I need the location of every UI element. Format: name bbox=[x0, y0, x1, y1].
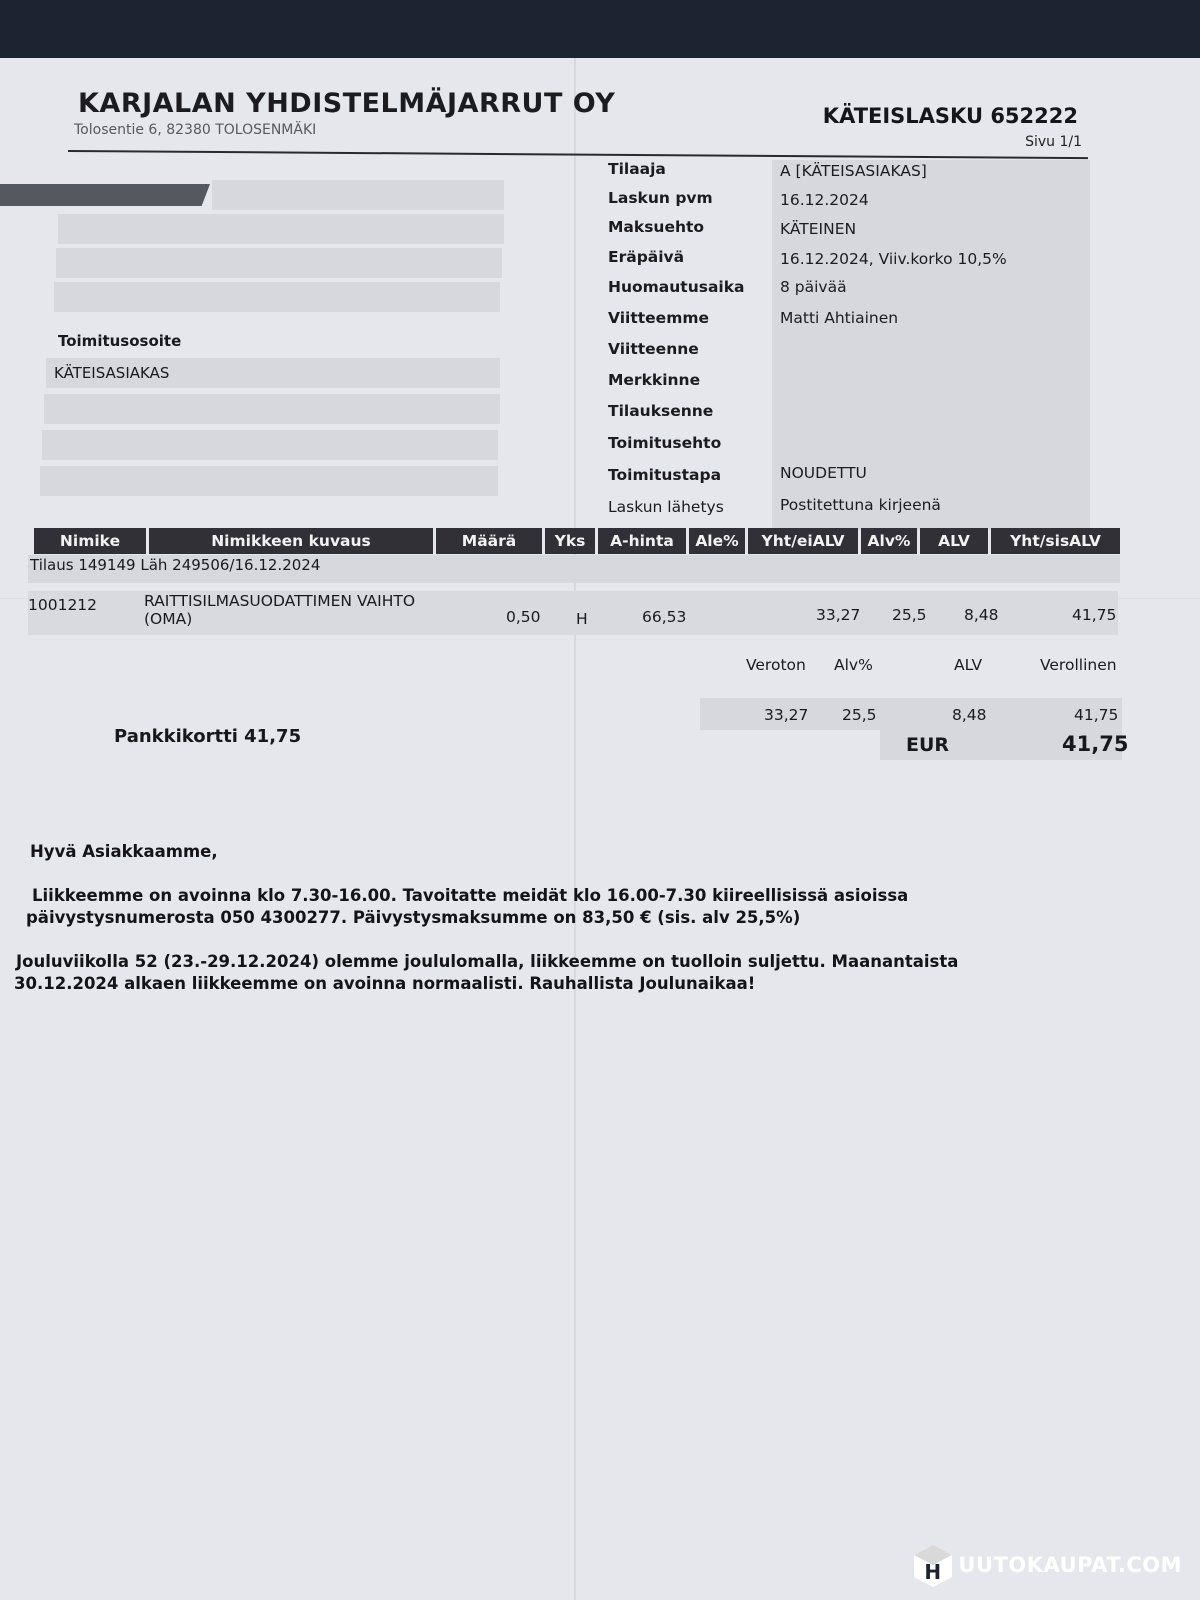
info-value: A [KÄTEISASIAKAS] bbox=[780, 162, 927, 180]
summary-header: Veroton bbox=[746, 656, 806, 674]
summary-gross: 41,75 bbox=[1074, 706, 1119, 724]
address-box bbox=[56, 248, 502, 278]
item-unit: H bbox=[576, 610, 588, 628]
company-name: KARJALAN YHDISTELMÄJARRUT OY bbox=[78, 88, 616, 119]
address-box bbox=[212, 180, 504, 210]
delivery-box bbox=[42, 430, 498, 460]
info-label: Laskun lähetys bbox=[608, 498, 724, 516]
total-currency: EUR bbox=[906, 734, 950, 756]
opening-hours-line-2: päivystysnumerosta 050 4300277. Päivystysmaksumme on 83,50 € (sis. alv 25,5%) bbox=[26, 908, 801, 927]
item-vat-percent: 25,5 bbox=[892, 606, 927, 624]
summary-net: 33,27 bbox=[764, 706, 809, 724]
delivery-box bbox=[44, 394, 500, 424]
column-header: ALV bbox=[920, 528, 988, 554]
info-label: Huomautusaika bbox=[608, 278, 745, 296]
info-label: Viitteemme bbox=[608, 309, 710, 327]
info-label: Laskun pvm bbox=[608, 189, 713, 207]
column-header: Alv% bbox=[861, 528, 917, 554]
info-value: NOUDETTU bbox=[780, 464, 867, 482]
column-header: Määrä bbox=[436, 528, 542, 554]
column-header: Yht/sisALV bbox=[991, 528, 1120, 554]
summary-header: Alv% bbox=[834, 656, 873, 674]
info-label: Tilauksenne bbox=[608, 402, 714, 420]
site-logo-icon bbox=[910, 1542, 956, 1588]
info-value: KÄTEINEN bbox=[780, 220, 857, 238]
summary-vat: 8,48 bbox=[952, 706, 987, 724]
column-header: Nimikkeen kuvaus bbox=[149, 528, 433, 554]
item-quantity: 0,50 bbox=[506, 608, 541, 626]
address-box bbox=[54, 282, 500, 312]
payment-method: Pankkikortti 41,75 bbox=[114, 726, 302, 747]
total-amount: 41,75 bbox=[1062, 732, 1129, 756]
paper-fold bbox=[574, 58, 576, 1600]
column-header: Yks bbox=[545, 528, 595, 554]
opening-hours-line-1: Liikkeemme on avoinna klo 7.30-16.00. Tavoitatte meidät klo 16.00-7.30 kiireellisissä asioissa bbox=[32, 886, 909, 905]
column-header: Ale% bbox=[689, 528, 745, 554]
info-label: Tilaaja bbox=[608, 160, 666, 178]
company-address: Tolosentie 6, 82380 TOLOSENMÄKI bbox=[74, 122, 317, 138]
header-divider bbox=[68, 150, 1088, 159]
summary-vat-percent: 25,5 bbox=[842, 706, 877, 724]
watermark-text: UUTOKAUPAT.COM bbox=[958, 1553, 1182, 1577]
info-value: Postitettuna kirjeenä bbox=[780, 496, 941, 514]
item-vat: 8,48 bbox=[964, 606, 999, 624]
order-line: Tilaus 149149 Läh 249506/16.12.2024 bbox=[30, 556, 321, 574]
info-label: Toimitustapa bbox=[608, 466, 722, 484]
holiday-notice-line-1: Jouluviikolla 52 (23.-29.12.2024) olemme joululomalla, liikkeemme on tuolloin suljettu. Maanantaista bbox=[16, 952, 959, 971]
info-value: 8 päivää bbox=[780, 278, 847, 296]
info-label: Maksuehto bbox=[608, 218, 705, 236]
info-value: Matti Ahtiainen bbox=[780, 309, 899, 327]
info-label: Toimitusehto bbox=[608, 434, 722, 452]
delivery-box bbox=[40, 466, 498, 496]
invoice-paper bbox=[0, 58, 1200, 1600]
item-description-2: (OMA) bbox=[144, 610, 193, 628]
summary-header: Verollinen bbox=[1040, 656, 1117, 674]
delivery-address-label: Toimitusosoite bbox=[58, 332, 182, 350]
item-code: 1001212 bbox=[28, 596, 98, 614]
column-header: A-hinta bbox=[598, 528, 686, 554]
svg-text:H: H bbox=[924, 1560, 943, 1584]
redacted-area bbox=[0, 184, 210, 206]
column-header: Nimike bbox=[34, 528, 146, 554]
column-header: Yht/eiALV bbox=[748, 528, 858, 554]
invoice-title: KÄTEISLASKU 652222 bbox=[822, 104, 1078, 128]
page-number: Sivu 1/1 bbox=[1025, 134, 1082, 150]
summary-header: ALV bbox=[954, 656, 983, 674]
info-label: Merkkinne bbox=[608, 371, 701, 389]
info-value: 16.12.2024 bbox=[780, 191, 869, 209]
holiday-notice-line-2: 30.12.2024 alkaen liikkeemme on avoinna normaalisti. Rauhallista Joulunaikaa! bbox=[14, 974, 756, 993]
item-description: RAITTISILMASUODATTIMEN VAIHTO bbox=[144, 592, 416, 610]
info-label: Viitteenne bbox=[608, 340, 699, 358]
items-table-header bbox=[34, 528, 1120, 554]
info-value: 16.12.2024, Viiv.korko 10,5% bbox=[780, 250, 1007, 268]
greeting: Hyvä Asiakkaamme, bbox=[30, 842, 218, 861]
address-box bbox=[58, 214, 504, 244]
item-unit-price: 66,53 bbox=[642, 608, 687, 626]
site-watermark bbox=[910, 1542, 1182, 1588]
item-gross-total: 41,75 bbox=[1072, 606, 1117, 624]
delivery-name: KÄTEISASIAKAS bbox=[54, 364, 170, 382]
info-label: Eräpäivä bbox=[608, 248, 685, 266]
item-net-total: 33,27 bbox=[816, 606, 861, 624]
